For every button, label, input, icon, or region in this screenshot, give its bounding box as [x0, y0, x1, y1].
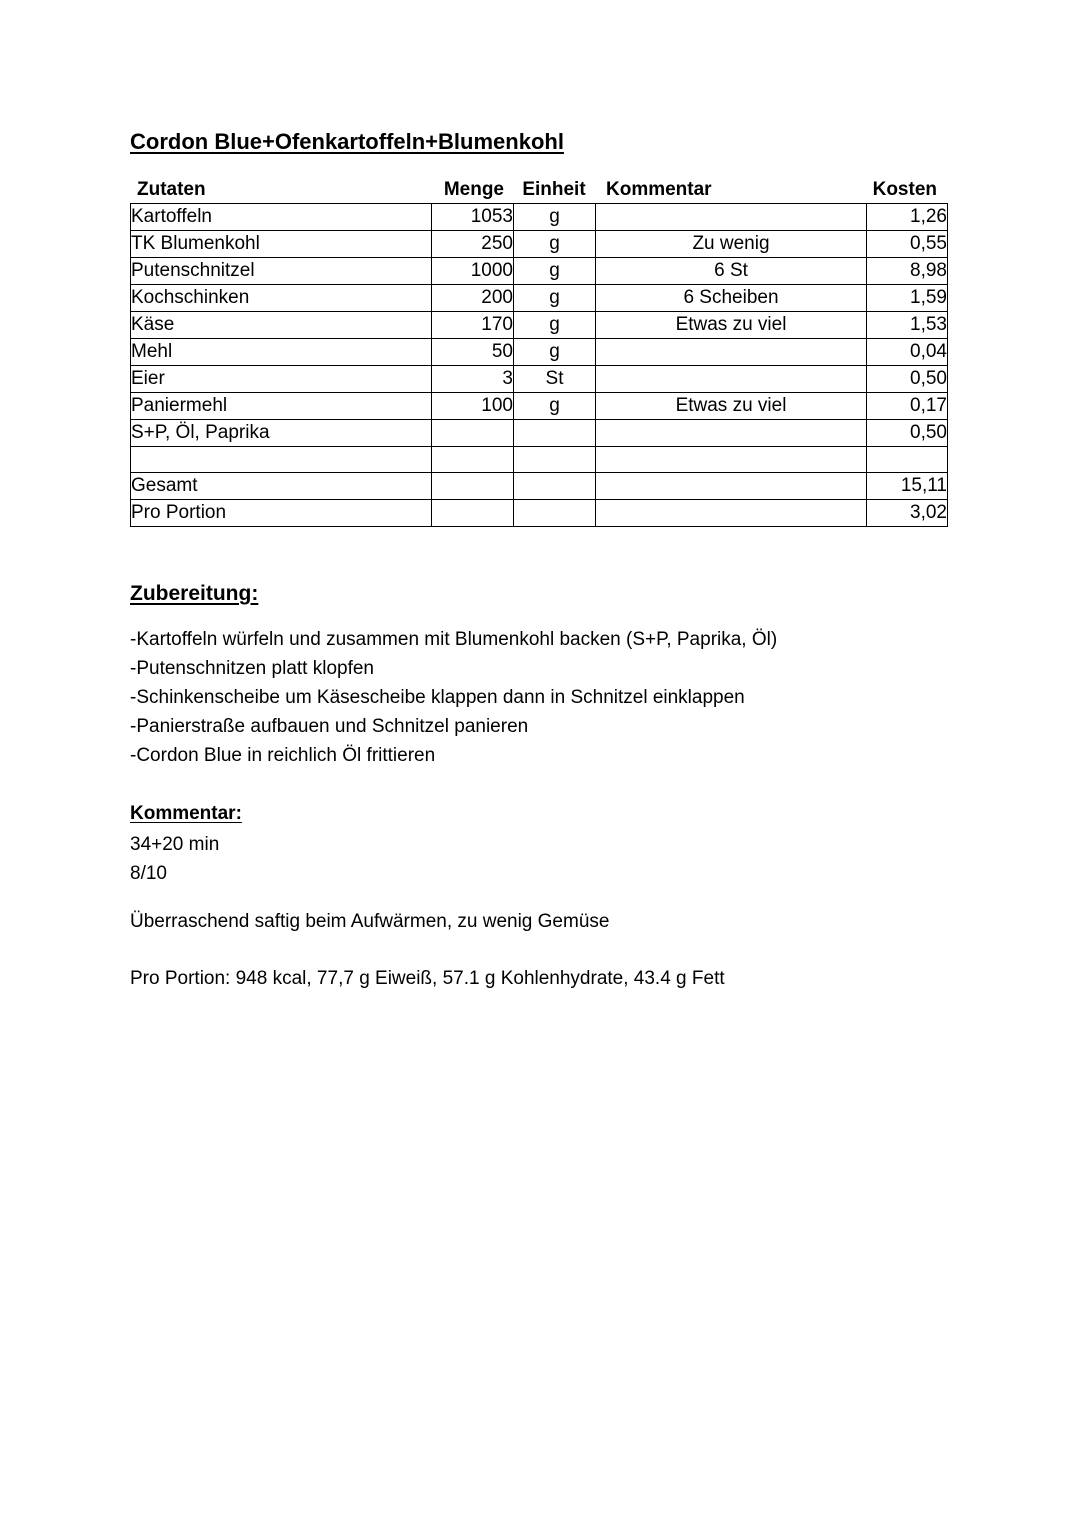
cell-kosten: 0,04	[867, 339, 948, 366]
cell-zutat: Mehl	[131, 339, 432, 366]
cell-zutat: TK Blumenkohl	[131, 231, 432, 258]
cell-einheit: g	[514, 393, 596, 420]
cell-einheit: g	[514, 231, 596, 258]
cell-menge: 50	[432, 339, 514, 366]
cell-kommentar	[596, 420, 867, 447]
cell-zutat: Putenschnitzel	[131, 258, 432, 285]
cell-einheit: g	[514, 258, 596, 285]
cell-kosten: 0,55	[867, 231, 948, 258]
cell-zutat: Eier	[131, 366, 432, 393]
cell-kommentar: 6 St	[596, 258, 867, 285]
cell-zutat: S+P, Öl, Paprika	[131, 420, 432, 447]
zubereitung-step: -Kartoffeln würfeln und zusammen mit Blumenkohl backen (S+P, Paprika, Öl)	[130, 629, 778, 650]
cell-menge	[432, 420, 514, 447]
cell-kosten	[867, 447, 948, 473]
cell-menge	[432, 473, 514, 500]
table-row	[131, 420, 948, 447]
cell-kommentar	[596, 447, 867, 473]
column-header-menge: Menge	[443, 179, 504, 200]
table-row	[131, 473, 948, 500]
cell-kosten: 1,59	[867, 285, 948, 312]
cell-einheit	[514, 473, 596, 500]
cell-menge: 100	[432, 393, 514, 420]
cell-menge: 200	[432, 285, 514, 312]
cell-kommentar	[596, 473, 867, 500]
cell-kommentar	[596, 500, 867, 527]
cell-einheit	[514, 447, 596, 473]
kommentar-duration: 34+20 min	[130, 834, 220, 855]
cell-zutat: Kochschinken	[131, 285, 432, 312]
cell-kommentar	[596, 204, 867, 231]
cell-kommentar: Etwas zu viel	[596, 393, 867, 420]
ingredients-grid	[130, 203, 948, 527]
cell-kosten: 15,11	[867, 473, 948, 500]
table-row	[131, 366, 948, 393]
column-header-einheit: Einheit	[522, 179, 586, 200]
cell-menge: 170	[432, 312, 514, 339]
cell-kosten: 0,17	[867, 393, 948, 420]
cell-kommentar	[596, 366, 867, 393]
table-row	[131, 285, 948, 312]
kommentar-note: Überraschend saftig beim Aufwärmen, zu wenig Gemüse	[130, 911, 610, 932]
zubereitung-heading: Zubereitung:	[130, 582, 259, 605]
table-row	[131, 393, 948, 420]
table-row	[131, 204, 948, 231]
kommentar-heading: Kommentar:	[130, 803, 242, 824]
cell-kosten: 1,53	[867, 312, 948, 339]
cell-menge: 250	[432, 231, 514, 258]
cell-menge: 1053	[432, 204, 514, 231]
cell-menge	[432, 447, 514, 473]
cell-zutat: Pro Portion	[131, 500, 432, 527]
cell-kosten: 8,98	[867, 258, 948, 285]
zubereitung-steps	[130, 625, 777, 770]
ingredients-table-header	[130, 178, 947, 203]
table-row	[131, 312, 948, 339]
cell-zutat: Käse	[131, 312, 432, 339]
cell-einheit: St	[514, 366, 596, 393]
cell-einheit	[514, 420, 596, 447]
zubereitung-step: -Panierstraße aufbauen und Schnitzel panieren	[130, 716, 529, 737]
recipe-title: Cordon Blue+Ofenkartoffeln+Blumenkohl	[130, 129, 564, 154]
cell-zutat	[131, 447, 432, 473]
cell-menge: 3	[432, 366, 514, 393]
cell-zutat: Gesamt	[131, 473, 432, 500]
zubereitung-step: -Cordon Blue in reichlich Öl frittieren	[130, 745, 436, 766]
cell-einheit: g	[514, 204, 596, 231]
cell-kommentar: Etwas zu viel	[596, 312, 867, 339]
cell-kommentar: Zu wenig	[596, 231, 867, 258]
table-row	[131, 500, 948, 527]
table-row	[131, 447, 948, 473]
column-header-kosten: Kosten	[872, 179, 937, 200]
table-row	[131, 339, 948, 366]
zubereitung-step: -Putenschnitzen platt klopfen	[130, 658, 374, 679]
cell-einheit: g	[514, 339, 596, 366]
cell-zutat: Kartoffeln	[131, 204, 432, 231]
kommentar-rating: 8/10	[130, 863, 167, 884]
column-header-kommentar: Kommentar	[606, 179, 712, 200]
cell-kosten: 0,50	[867, 366, 948, 393]
cell-einheit	[514, 500, 596, 527]
cell-menge: 1000	[432, 258, 514, 285]
kommentar-nutrition: Pro Portion: 948 kcal, 77,7 g Eiweiß, 57.1 g Kohlenhydrate, 43.4 g Fett	[130, 968, 725, 989]
cell-einheit: g	[514, 312, 596, 339]
cell-kosten: 0,50	[867, 420, 948, 447]
column-header-zutaten: Zutaten	[137, 179, 206, 200]
cell-zutat: Paniermehl	[131, 393, 432, 420]
table-row	[131, 258, 948, 285]
zubereitung-step: -Schinkenscheibe um Käsescheibe klappen dann in Schnitzel einklappen	[130, 687, 745, 708]
cell-kosten: 3,02	[867, 500, 948, 527]
cell-kosten: 1,26	[867, 204, 948, 231]
cell-menge	[432, 500, 514, 527]
cell-einheit: g	[514, 285, 596, 312]
ingredients-table	[130, 178, 947, 527]
table-row	[131, 231, 948, 258]
cell-kommentar: 6 Scheiben	[596, 285, 867, 312]
cell-kommentar	[596, 339, 867, 366]
